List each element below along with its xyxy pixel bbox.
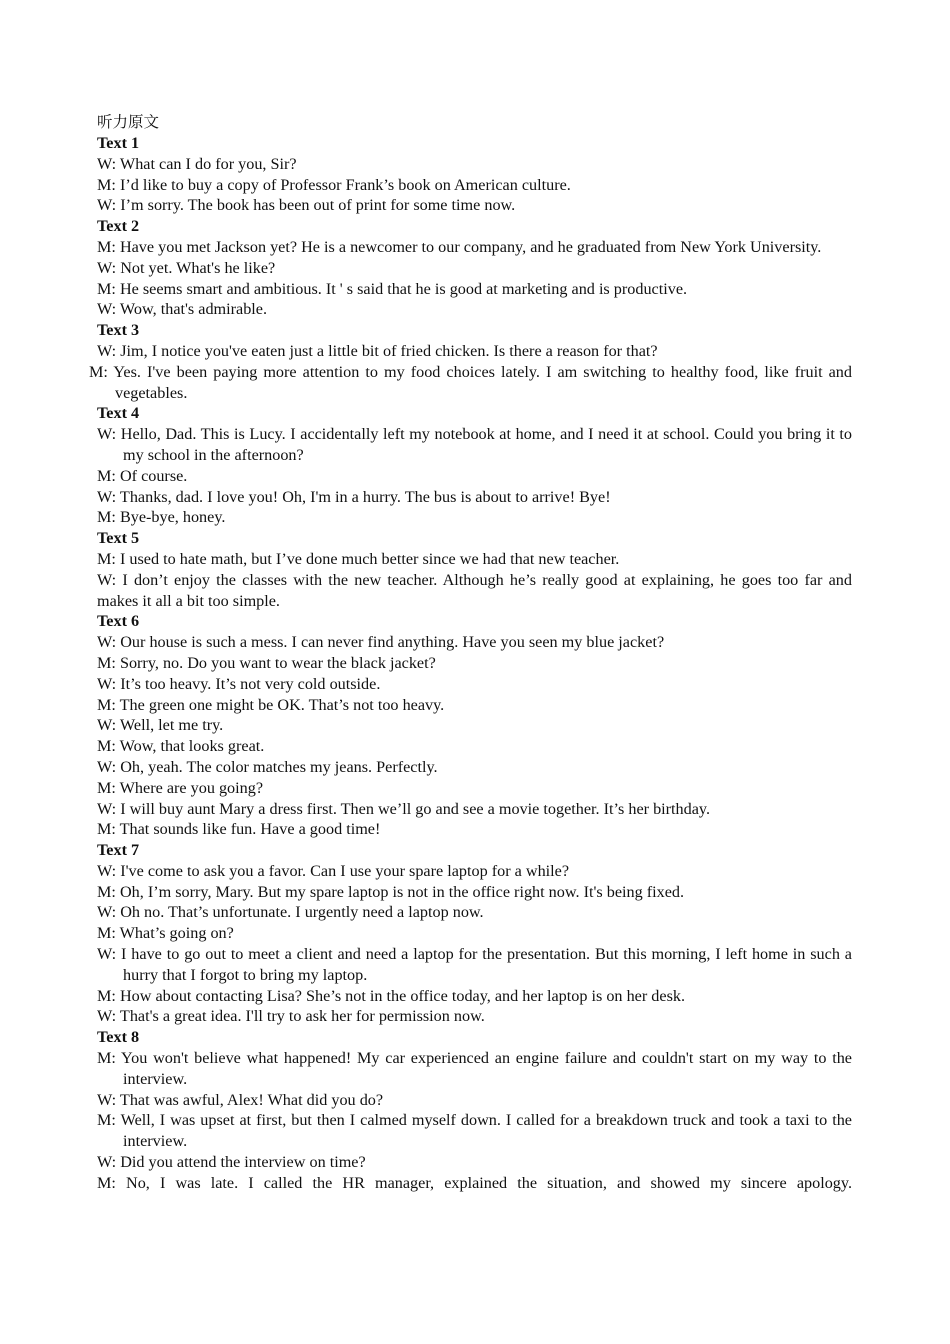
- dialogue-line: W: Well, let me try.: [97, 716, 224, 735]
- dialogue-line: W: I've come to ask you a favor. Can I use your spare laptop for a while?: [97, 861, 570, 880]
- section-heading: Text 5: [97, 529, 140, 548]
- dialogue-line: M: Wow, that looks great.: [97, 737, 265, 756]
- dialogue-line: W: I have to go out to meet a client and need a laptop for the presentation. But this morning, I left home in such a hurry that I forgot to bring my laptop.: [97, 945, 852, 984]
- section-text-1: [97, 133, 852, 216]
- dialogue-line: M: Of course.: [97, 466, 188, 485]
- dialogue-line: M: Where are you going?: [97, 778, 264, 797]
- dialogue-line: M: I’d like to buy a copy of Professor Frank’s book on American culture.: [97, 175, 571, 194]
- dialogue-line: M: Sorry, no. Do you want to wear the black jacket?: [97, 653, 436, 672]
- dialogue-line: W: That was awful, Alex! What did you do?: [97, 1090, 384, 1109]
- dialogue-line: M: You won't believe what happened! My car experienced an engine failure and couldn't start on my way to the interview.: [97, 1049, 852, 1088]
- section-text-3: [89, 320, 852, 403]
- section-heading: Text 1: [97, 134, 140, 152]
- dialogue-line: M: Bye-bye, honey.: [97, 508, 226, 527]
- section-heading: Text 7: [97, 841, 140, 860]
- dialogue-line: M: That sounds like fun. Have a good time!: [97, 820, 381, 839]
- page-title: 听力原文: [97, 113, 160, 131]
- dialogue-line: W: I don’t enjoy the classes with the new teacher. Although he’s really good at explaining, he goes too far and makes it all a bit too simple.: [97, 570, 852, 610]
- dialogue-line: W: Did you attend the interview on time?: [97, 1153, 366, 1172]
- section-text-7: [97, 840, 852, 1027]
- dialogue-line: M: The green one might be OK. That’s not too heavy.: [97, 695, 445, 714]
- dialogue-line: M: Well, I was upset at first, but then I calmed myself down. I called for a breakdown truck and took a taxi to the interview.: [97, 1111, 852, 1151]
- dialogue-line: W: Our house is such a mess. I can never find anything. Have you seen my blue jacket?: [97, 633, 665, 652]
- section-heading: Text 8: [97, 1028, 140, 1047]
- dialogue-line: W: Hello, Dad. This is Lucy. I accidentally left my notebook at home, and I need it at school. Could you bring it to my school in the afternoon?: [97, 425, 852, 464]
- dialogue-line: W: Jim, I notice you've eaten just a little bit of fried chicken. Is there a reason for that?: [97, 341, 658, 360]
- section-text-6: [97, 611, 852, 840]
- section-heading: Text 3: [97, 321, 140, 340]
- dialogue-line: W: What can I do for you, Sir?: [97, 154, 297, 173]
- dialogue-line: W: Not yet. What's he like?: [97, 258, 276, 277]
- dialogue-line: M: He seems smart and ambitious. It ' s said that he is good at marketing and is productive.: [97, 279, 688, 298]
- section-text-4: [97, 403, 852, 528]
- dialogue-line: M: How about contacting Lisa? She’s not in the office today, and her laptop is on her desk.: [97, 986, 686, 1005]
- dialogue-line: M: Have you met Jackson yet? He is a newcomer to our company, and he graduated from New York University.: [97, 237, 822, 256]
- dialogue-line: M: I used to hate math, but I’ve done much better since we had that new teacher.: [97, 549, 620, 568]
- dialogue-line: M: No, I was late. I called the HR manager, explained the situation, and showed my sincere apology.: [97, 1173, 852, 1192]
- dialogue-line: W: That's a great idea. I'll try to ask her for permission now.: [97, 1007, 485, 1026]
- section-text-5: [97, 528, 852, 611]
- dialogue-line: W: Oh no. That’s unfortunate. I urgently need a laptop now.: [97, 903, 484, 922]
- dialogue-line: W: It’s too heavy. It’s not very cold outside.: [97, 674, 381, 693]
- dialogue-line: W: I will buy aunt Mary a dress first. Then we’ll go and see a movie together. It’s her birthday.: [97, 799, 711, 818]
- section-text-2: [97, 216, 852, 320]
- dialogue-line: M: Oh, I’m sorry, Mary. But my spare laptop is not in the office right now. It's being fixed.: [97, 882, 685, 901]
- dialogue-line: W: Oh, yeah. The color matches my jeans. Perfectly.: [97, 757, 438, 776]
- transcript-page: [89, 111, 852, 1194]
- dialogue-line: W: Wow, that's admirable.: [97, 300, 268, 319]
- section-text-8: [97, 1027, 852, 1193]
- section-heading: Text 2: [97, 217, 140, 236]
- dialogue-line: W: Thanks, dad. I love you! Oh, I'm in a hurry. The bus is about to arrive! Bye!: [97, 487, 611, 506]
- section-heading: Text 6: [97, 612, 140, 631]
- dialogue-line: M: Yes. I've been paying more attention to my food choices lately. I am switching to healthy food, like fruit and vegetables.: [89, 362, 852, 402]
- dialogue-line: W: I’m sorry. The book has been out of print for some time now.: [97, 196, 516, 215]
- dialogue-line: M: What’s going on?: [97, 924, 234, 943]
- section-heading: Text 4: [97, 404, 140, 423]
